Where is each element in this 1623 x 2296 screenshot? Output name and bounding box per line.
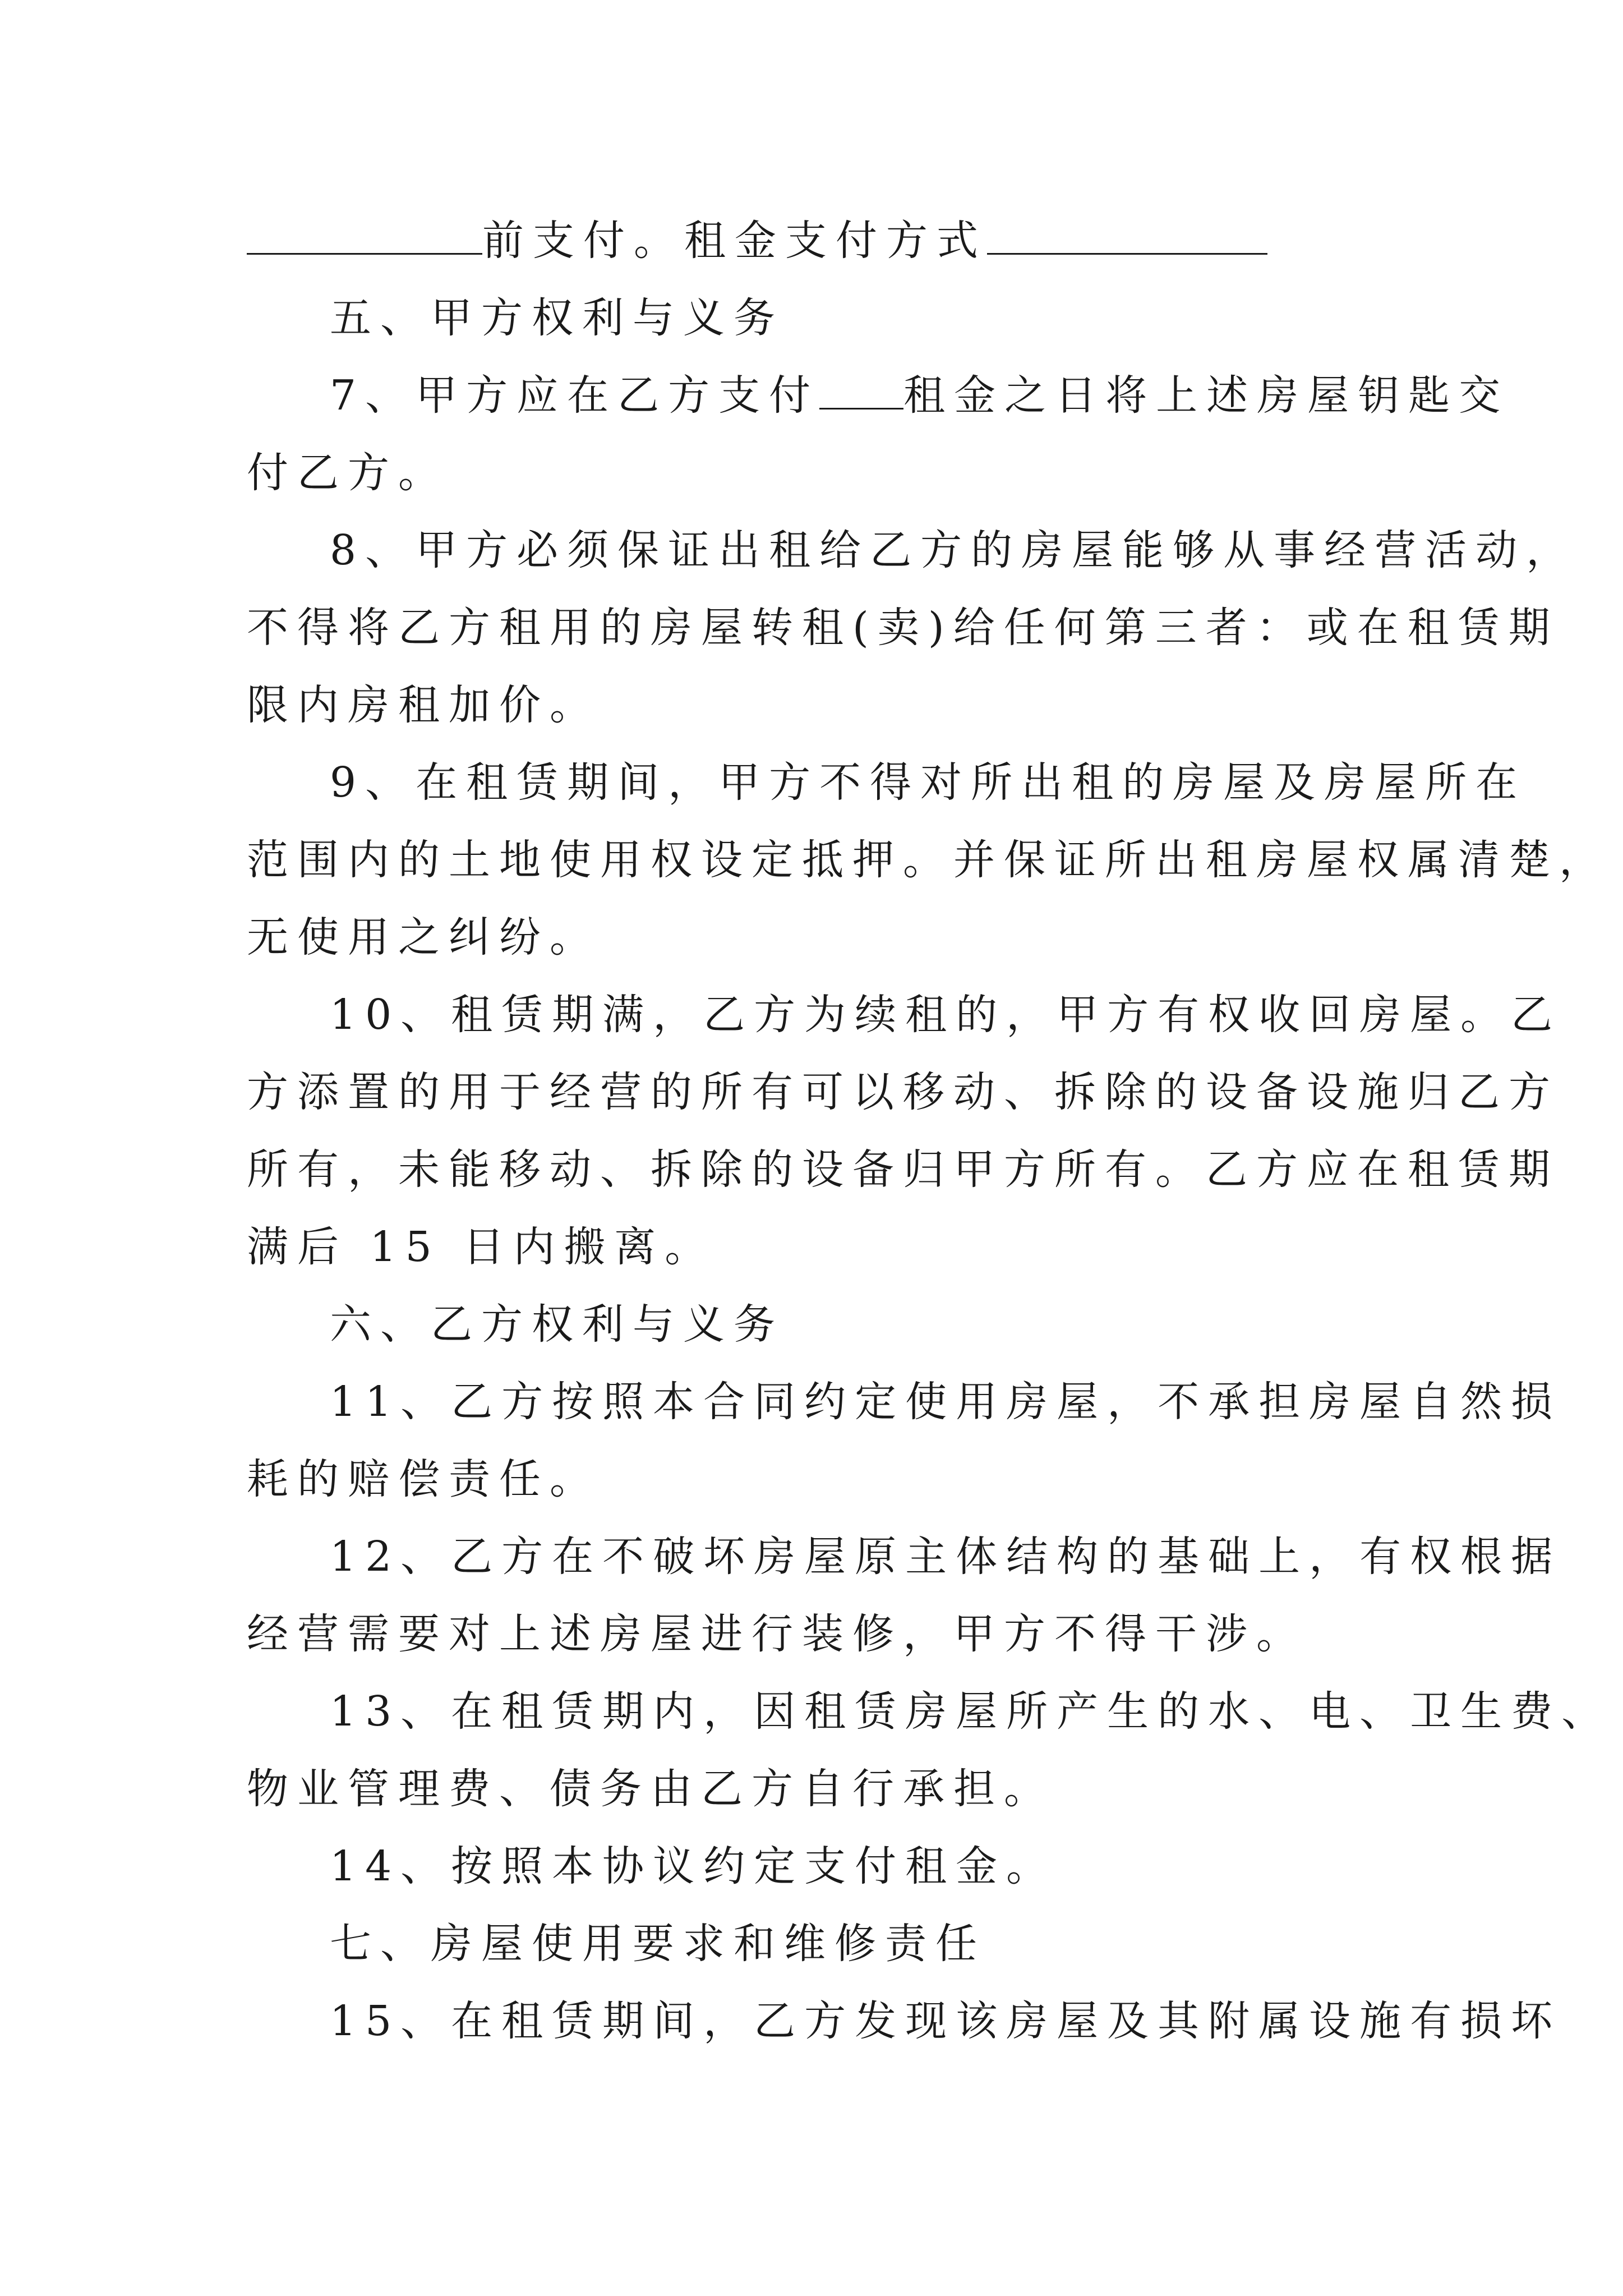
clause-11-line-1: 11、乙方按照本合同约定使用房屋，不承担房屋自然损 (330, 1378, 1562, 1426)
section-heading-6: 六、乙方权利与义务 (330, 1300, 784, 1349)
clause-payment-line: 前支付。租金支付方式 (247, 202, 1385, 279)
clause-8-line-3: 限内房租加价。 (247, 681, 600, 729)
clause-7-line-1: 7、甲方应在乙方支付 租金之日将上述房屋钥匙交 (330, 371, 1510, 420)
clause-10-line-3: 所有，未能移动、拆除的设备归甲方所有。乙方应在租赁期 (247, 1145, 1559, 1194)
clause-13-line-2: 物业管理费、债务由乙方自行承担。 (247, 1765, 1054, 1813)
blank-underline (247, 219, 482, 255)
clause-13-line-1: 13、在租赁期内，因租赁房屋所产生的水、电、卫生费、 (330, 1687, 1612, 1736)
document-page (247, 202, 1612, 2060)
clause-8-line-1: 8、甲方必须保证出租给乙方的房屋能够从事经营活动， (330, 526, 1577, 574)
clause-8-line-2: 不得将乙方租用的房屋转租(卖)给任何第三者：或在租赁期 (247, 604, 1559, 652)
clause-10-line-4: 满后 15 日内搬离。 (247, 1223, 716, 1271)
section-heading-7: 七、房屋使用要求和维修责任 (330, 1920, 986, 1968)
clause-14-line-1: 14、按照本协议约定支付租金。 (330, 1842, 1057, 1890)
clause-9-line-2: 范围内的土地使用权设定抵押。并保证所出租房屋权属清楚， (247, 836, 1610, 884)
clause-10-line-2: 方添置的用于经营的所有可以移动、拆除的设备设施归乙方 (247, 1068, 1559, 1116)
blank-underline (819, 374, 903, 409)
clause-12-line-1: 12、乙方在不破坏房屋原主体结构的基础上，有权根据 (330, 1533, 1562, 1581)
clause-15-line-1: 15、在租赁期间，乙方发现该房屋及其附属设施有损坏 (330, 1997, 1562, 2045)
blank-underline (987, 219, 1267, 255)
clause-9-line-3: 无使用之纠纷。 (247, 913, 600, 961)
clause-11-line-2: 耗的赔偿责任。 (247, 1455, 600, 1503)
clause-9-line-1: 9、在租赁期间，甲方不得对所出租的房屋及房屋所在 (330, 758, 1527, 807)
clause-10-line-1: 10、租赁期满，乙方为续租的，甲方有权收回房屋。乙 (330, 991, 1562, 1039)
clause-12-line-2: 经营需要对上述房屋进行装修，甲方不得干涉。 (247, 1610, 1307, 1658)
clause-7-line-2: 付乙方。 (247, 449, 449, 497)
section-heading-5: 五、甲方权利与义务 (330, 294, 784, 342)
